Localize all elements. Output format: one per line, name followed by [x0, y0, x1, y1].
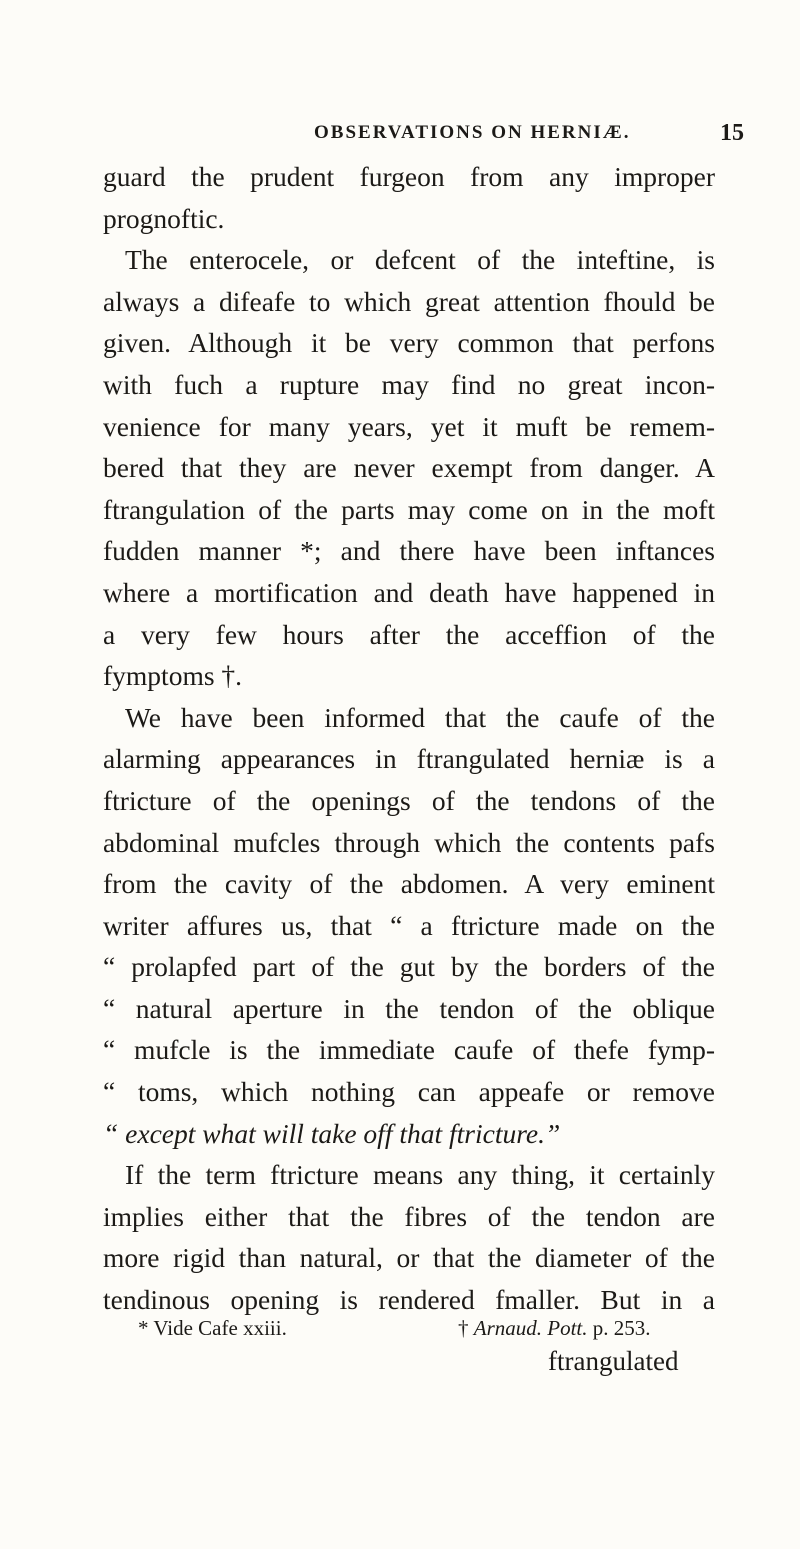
- text-line-italic-quote: “ except what will take off that ftricture.”: [103, 1117, 561, 1149]
- text-line: “ mufcle is the immediate caufe of thefe fymp-: [103, 1034, 715, 1066]
- text-line: fymptoms †.: [103, 660, 243, 692]
- text-line: ftricture of the openings of the tendons of the: [103, 784, 715, 816]
- text-line: If the term ftricture means any thing, it certainly: [125, 1159, 715, 1191]
- text-line: We have been informed that the caufe of the: [125, 701, 715, 733]
- footnote-2-work: Pott.: [547, 1316, 588, 1340]
- text-line: “ toms, which nothing can appeafe or remove: [103, 1076, 715, 1108]
- text-line: bered that they are never exempt from danger. A: [103, 452, 715, 484]
- text-line: with fuch a rupture may find no great incon-: [103, 368, 715, 400]
- footnote-2-page: p. 253.: [592, 1316, 651, 1340]
- text-line: The enterocele, or defcent of the inteftine, is: [125, 244, 715, 276]
- footnote-2-author: Arnaud.: [473, 1316, 542, 1340]
- text-line: a very few hours after the acceffion of the: [103, 618, 715, 650]
- footnote-2-mark: †: [458, 1316, 469, 1340]
- text-line: “ prolapfed part of the gut by the borders of the: [103, 951, 715, 983]
- text-line: venience for many years, yet it muft be remem-: [103, 410, 715, 442]
- text-line: guard the prudent furgeon from any improper: [103, 161, 715, 192]
- text-line: more rigid than natural, or that the diameter of the: [103, 1242, 715, 1274]
- text-line: given. Although it be very common that perfons: [103, 327, 715, 359]
- text-line: alarming appearances in ftrangulated herniæ is a: [103, 743, 715, 775]
- body-text: [103, 156, 715, 1321]
- footnote-2: [458, 1316, 651, 1341]
- catchword: ftrangulated: [548, 1346, 679, 1376]
- text-line: abdominal mufcles through which the contents pafs: [103, 826, 715, 858]
- text-line: “ natural aperture in the tendon of the oblique: [103, 992, 715, 1024]
- text-line: fudden manner *; and there have been inftances: [103, 535, 715, 567]
- text-line: ftrangulation of the parts may come on in the moft: [103, 493, 715, 525]
- footnote-1: * Vide Cafe xxiii.: [138, 1316, 287, 1340]
- text-line: writer affures us, that “ a ftricture made on the: [103, 909, 715, 941]
- text-line: prognoftic.: [103, 202, 225, 234]
- text-line: tendinous opening is rendered fmaller. But in a: [103, 1284, 715, 1316]
- text-line: where a mortification and death have happened in: [103, 576, 715, 608]
- page-number: 15: [720, 120, 744, 146]
- text-line: always a difeafe to which great attention fhould be: [103, 285, 715, 317]
- text-line: implies either that the fibres of the tendon are: [103, 1200, 715, 1232]
- running-title: OBSERVATIONS ON HERNIÆ.: [314, 122, 631, 143]
- running-header: [0, 122, 800, 152]
- text-line: from the cavity of the abdomen. A very eminent: [103, 868, 715, 900]
